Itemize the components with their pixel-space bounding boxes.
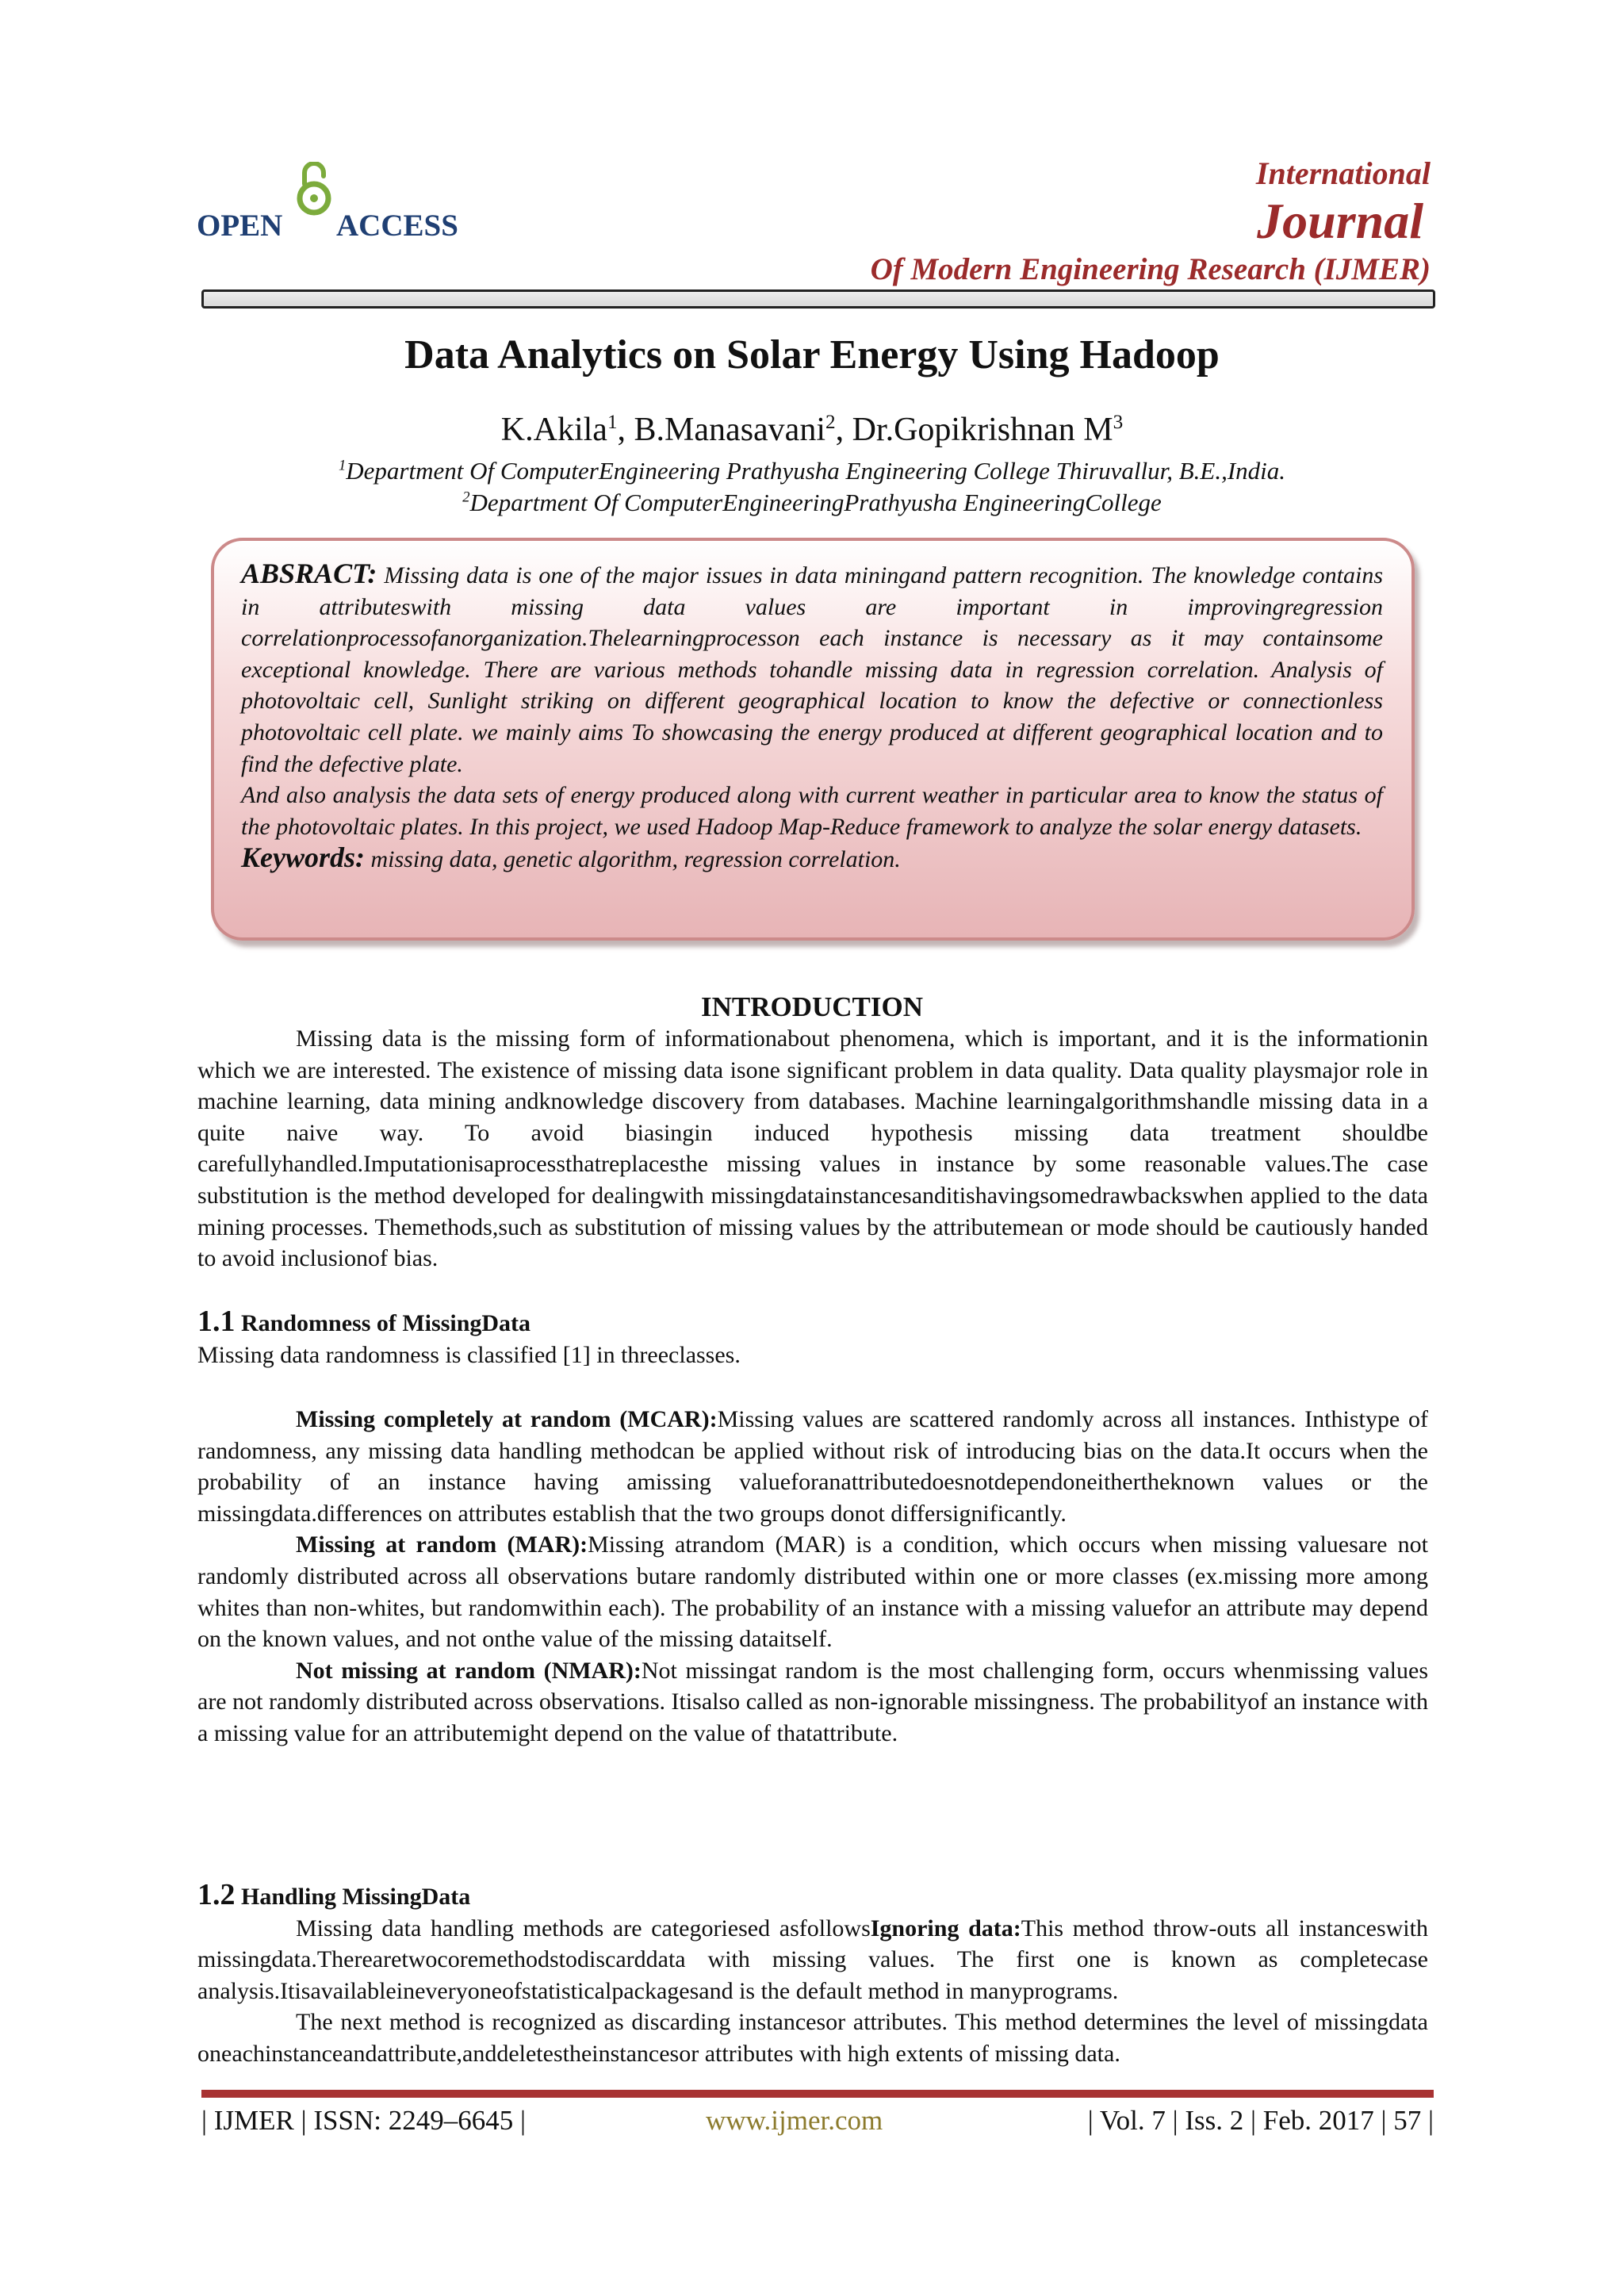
section-1-2-paragraph-2: The next method is recognized as discarding instancesor attributes. This method determines the level of missingdata oneachinstanceandattribute,anddeletestheinstancesor attributes with high extents of missing data. xyxy=(197,2009,1428,2067)
nmar-text: Not missingat random is the most challenging form, occurs whenmissing values are not randomly distributed across observations. Itisalso called as non-ignorable missingness. The probabilityof an instance with a missing value for an attributemight depend on the value of thatattribute. xyxy=(197,1657,1428,1746)
nmar-label: Not missing at random (NMAR): xyxy=(296,1657,642,1684)
journal-name-line1: International xyxy=(1255,155,1431,191)
handling-intro-text: Missing data handling methods are categoriesed asfollows xyxy=(296,1915,871,1941)
section-number: 1.1 xyxy=(197,1305,236,1338)
author-name: B.Manasavani xyxy=(634,412,825,448)
open-access-lock-icon xyxy=(292,162,336,217)
introduction-paragraph: Missing data is the missing form of informationabout phenomena, which is important, and it is the informationin which we are interested. The existence of missing data isone significant problem in data quality. Data quality playsmajor role in machine learning, data mining andknowledge discovery from databases. Machine learningalgorithmshandle missing data in a quite naive way. To avoid biasingin induced hypothesis missing data treatment shouldbe carefullyhandled.Imputationisaprocessthatreplacesthe missing values in instance by some reasonable values.The case substitution is the method developed for dealingwith missingdatainstancesanditishavingsomedrawbackswhen applied to the data mining processes. Themethods,such as substitution of missing values by the attributemean or mode should be cautiously handed to avoid inclusionof bias. xyxy=(197,1025,1428,1272)
nmar-paragraph xyxy=(197,1655,1428,1750)
affiliation-superscript: 1 xyxy=(338,457,347,474)
introduction-section xyxy=(197,1023,1428,1274)
section-1-1 xyxy=(197,1306,1428,1370)
abstract-box xyxy=(211,538,1415,941)
open-access-access-text: ACCESS xyxy=(336,209,458,243)
mar-paragraph xyxy=(197,1529,1428,1654)
header-divider-bar xyxy=(201,289,1435,309)
abstract-text-1: Missing data is one of the major issues in data miningand pattern recognition. The knowledge contains in attributeswith missing data values are important in improvingregression correlationprocessofanorganization.Thelearningprocesson each instance is necessary as it may containsome exceptional knowledge. There are various methods tohandle missing data in regression correlation. Analysis of photovoltaic cell, Sunlight striking on different geographical location to know the defective or connectionless photovoltaic cell plate. we mainly aims To showcasing the energy produced at different geographical location and to find the defective plate. xyxy=(241,562,1383,777)
affiliation-superscript: 2 xyxy=(462,489,470,506)
section-1-2-heading xyxy=(197,1880,1428,1913)
abstract-label: ABSRACT: xyxy=(241,558,377,589)
mcar-paragraph xyxy=(197,1404,1428,1529)
section-title: Randomness of MissingData xyxy=(241,1310,531,1336)
introduction-heading: INTRODUCTION xyxy=(700,991,924,1022)
mar-label: Missing at random (MAR): xyxy=(296,1531,588,1558)
mar-text: Missing atrandom (MAR) is a condition, which occurs when missing valuesare not randomly distributed across all observations butare randomly distributed within one or more classes (ex.missing more among whites than non-whites, but randomwithin each). The probability of an instance with a missing valuefor an attribute may depend on the known values, and not onthe value of the missing dataitself. xyxy=(197,1531,1428,1653)
affiliation-1 xyxy=(0,457,1624,485)
author-name: K.Akila xyxy=(500,412,607,448)
mcar-text: Missing values are scattered randomly across all instances. Inthistype of randomness, any missing data handling methodcan be applied without risk of introducing bias on the data.It occurs when the probability of an instance having amissing valueforanattributedoesnotdependoneithertheknown values or the missingdata.differences on attributes establish that the two groups donot differsignificantly. xyxy=(197,1406,1428,1527)
ignoring-data-label: Ignoring data: xyxy=(870,1915,1021,1941)
section-title: Handling MissingData xyxy=(241,1884,471,1910)
journal-name-line3: Of Modern Engineering Research (IJMER) xyxy=(870,252,1431,286)
abstract-paragraph-2: And also analysis the data sets of energy produced along with current weather in particular area to know the status of the photovoltaic plates. In this project, we used Hadoop Map-Reduce framework to analyze the solar energy datasets. xyxy=(241,782,1383,840)
affiliation-text: Department Of ComputerEngineering Prathyusha Engineering College Thiruvallur, B.E.,India. xyxy=(346,457,1286,485)
footer-journal-issn: | IJMER | ISSN: 2249–6645 | xyxy=(201,2105,526,2136)
abstract-paragraph-1 xyxy=(241,558,1383,780)
affiliation-2 xyxy=(0,489,1624,517)
author-list: K.Akila$^1$, B.Manasavani$^2$, Dr.Gopikrishnan $M^3$ xyxy=(500,412,1124,448)
section-1-1-intro: Missing data randomness is classified [1] in threeclasses. xyxy=(197,1341,741,1368)
author-superscript: 2 xyxy=(825,412,836,433)
section-1-2 xyxy=(197,1880,1428,2070)
journal-name-line2: Journal xyxy=(1257,193,1423,249)
affiliation-text: Department Of ComputerEngineeringPrathyusha EngineeringCollege xyxy=(469,489,1162,516)
author-name: Dr.Gopikrishnan M xyxy=(852,412,1113,448)
section-1-1-heading xyxy=(197,1306,1428,1340)
mcar-label: Missing completely at random (MCAR): xyxy=(296,1406,718,1432)
section-number: 1.2 xyxy=(197,1878,236,1911)
author-superscript: 1 xyxy=(607,412,618,433)
ignoring-data-text: This method throw-outs all instanceswith missingdata.Therearetwocoremethodstodiscarddata with missing values. The first one is known as completecase analysis.Itisavailableineveryoneofstatisticalpackagesand is the default method in manyprograms. xyxy=(197,1915,1428,2004)
section-1-2-paragraph-1 xyxy=(197,1913,1428,2007)
keywords-text: missing data, genetic algorithm, regression correlation. xyxy=(365,846,901,873)
footer-volume-page: | Vol. 7 | Iss. 2 | Feb. 2017 | 57 | xyxy=(1087,2105,1434,2136)
keywords-label: Keywords: xyxy=(241,841,365,874)
paper-title: Data Analytics on Solar Energy Using Hadoop xyxy=(404,332,1220,378)
footer-website-link[interactable]: www.ijmer.com xyxy=(706,2105,883,2136)
open-access-open-text: OPEN xyxy=(197,209,283,243)
author-superscript: 3 xyxy=(1113,412,1124,433)
randomness-definitions xyxy=(197,1404,1428,1750)
footer-divider xyxy=(201,2090,1434,2098)
keywords-line xyxy=(241,842,1383,876)
